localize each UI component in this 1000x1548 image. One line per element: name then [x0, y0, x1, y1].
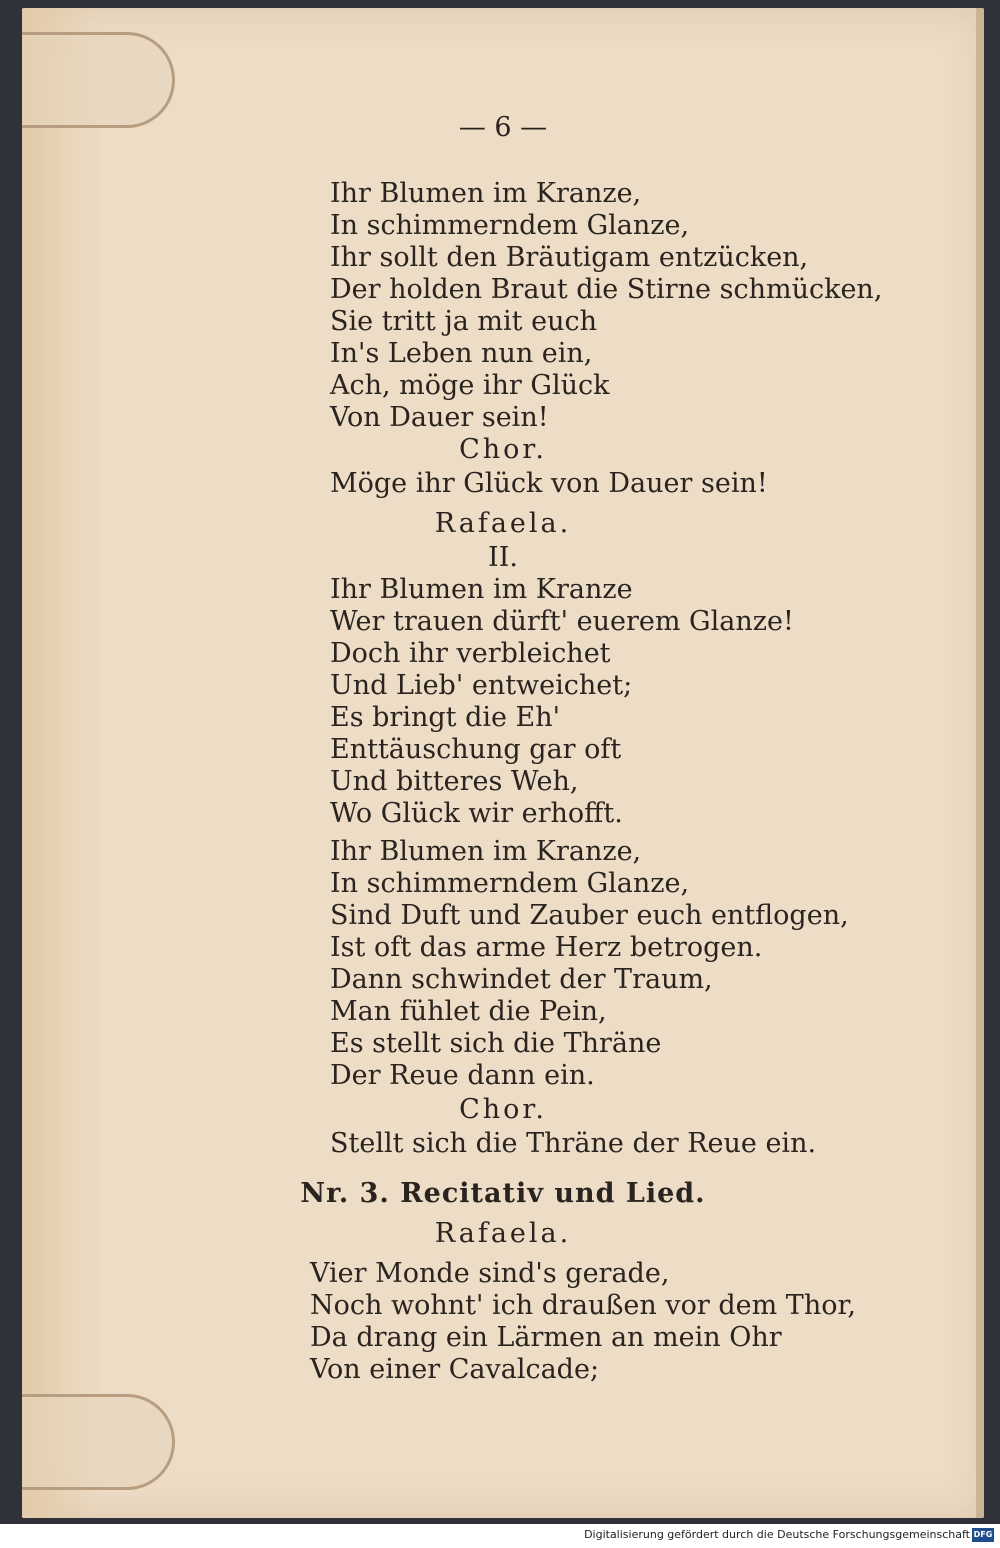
- dfg-logo-icon: DFG: [972, 1528, 994, 1542]
- book-page: [22, 8, 984, 1518]
- verse-line: Wo Glück wir erhofft.: [330, 798, 623, 829]
- verse-line: Von einer Cavalcade;: [310, 1354, 600, 1385]
- speaker-label: Rafaela.: [434, 1218, 572, 1249]
- verse-line: Dann schwindet der Traum,: [330, 964, 713, 995]
- section-heading: Nr. 3. Recitativ und Lied.: [300, 1178, 706, 1209]
- chor-label: Chor.: [459, 1094, 547, 1125]
- verse-line: Da drang ein Lärmen an mein Ohr: [310, 1322, 782, 1353]
- verse-line: Ist oft das arme Herz betrogen.: [330, 932, 763, 963]
- verse-line: Noch wohnt' ich draußen vor dem Thor,: [310, 1290, 856, 1321]
- verse-line: Es stellt sich die Thräne: [330, 1028, 662, 1059]
- chor-line: Möge ihr Glück von Dauer sein!: [330, 468, 768, 499]
- page-edge: [976, 8, 984, 1518]
- verse-line: Man fühlet die Pein,: [330, 996, 607, 1027]
- verse-line: Und bitteres Weh,: [330, 766, 579, 797]
- verse-line: Ihr sollt den Bräutigam entzücken,: [330, 242, 809, 273]
- verse-line: Von Dauer sein!: [330, 402, 549, 433]
- verse-line: Enttäuschung gar oft: [330, 734, 622, 765]
- speaker-label: Rafaela.: [434, 508, 572, 539]
- verse-line: Sind Duft und Zauber euch entflogen,: [330, 900, 849, 931]
- verse-line: Der Reue dann ein.: [330, 1060, 595, 1091]
- footer-credit: Digitalisierung gefördert durch die Deutsche Forschungsgemeinschaft: [584, 1528, 970, 1541]
- part-number: II.: [488, 542, 518, 573]
- verse-line: Ach, möge ihr Glück: [330, 370, 610, 401]
- verse-line: Ihr Blumen im Kranze: [330, 574, 633, 605]
- footer-bar: [0, 1524, 1000, 1548]
- verse-line: In's Leben nun ein,: [330, 338, 593, 369]
- chor-label: Chor.: [459, 434, 547, 465]
- verse-line: Ihr Blumen im Kranze,: [330, 836, 642, 867]
- page-gutter: [22, 8, 102, 1518]
- verse-line: Und Lieb' entweichet;: [330, 670, 633, 701]
- verse-line: Es bringt die Eh': [330, 702, 561, 733]
- verse-line: In schimmerndem Glanze,: [330, 868, 690, 899]
- paper-clip-bottom: [22, 1394, 175, 1490]
- chor-line: Stellt sich die Thräne der Reue ein.: [330, 1128, 817, 1159]
- verse-line: Wer trauen dürft' euerem Glanze!: [330, 606, 794, 637]
- verse-line: In schimmerndem Glanze,: [330, 210, 690, 241]
- verse-line: Doch ihr verbleichet: [330, 638, 611, 669]
- page-number: — 6 —: [458, 112, 548, 143]
- verse-line: Vier Monde sind's gerade,: [310, 1258, 670, 1289]
- verse-line: Sie tritt ja mit euch: [330, 306, 597, 337]
- verse-line: Ihr Blumen im Kranze,: [330, 178, 642, 209]
- verse-line: Der holden Braut die Stirne schmücken,: [330, 274, 883, 305]
